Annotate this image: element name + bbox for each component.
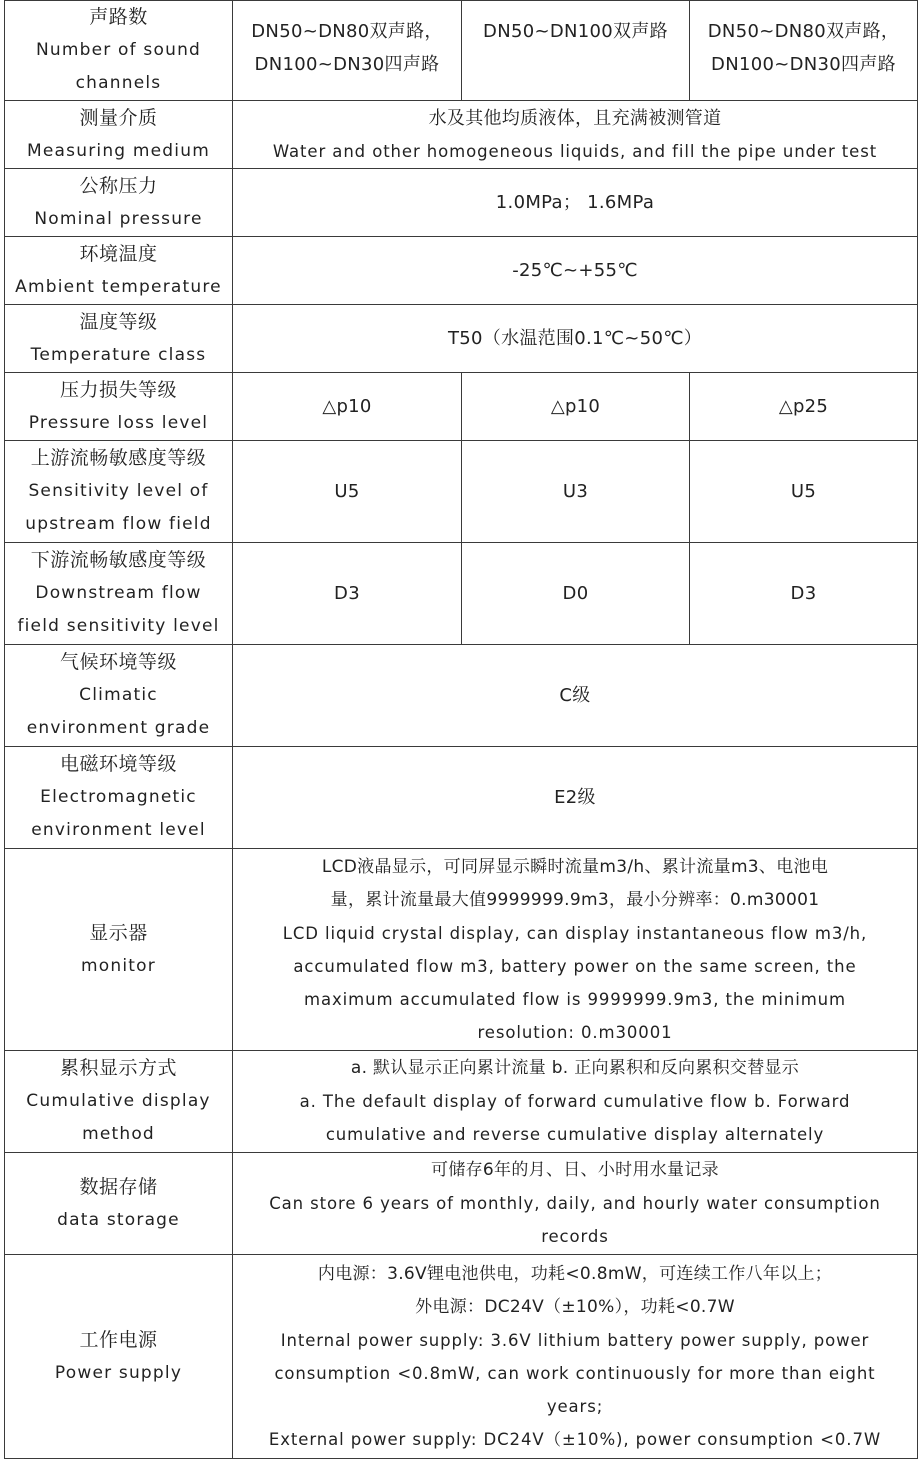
label-zh: 工作电源 xyxy=(79,1328,158,1351)
label-zh: 显示器 xyxy=(89,921,148,944)
value-cell xyxy=(233,237,918,305)
value-cell xyxy=(233,849,918,1051)
value-text: a. The default display of forward cumulative flow b. Forward xyxy=(299,1092,851,1111)
value-cell xyxy=(233,305,918,373)
value-text: LCD液晶显示，可同屏显示瞬时流量m3/h、累计流量m3、电池电 xyxy=(321,856,829,877)
label-zh: 声路数 xyxy=(89,6,148,28)
value-text: DN50~DN100双声路 xyxy=(483,21,668,42)
label-zh: 累积显示方式 xyxy=(59,1057,177,1079)
value-text: D3 xyxy=(334,583,360,604)
label-en: Measuring medium xyxy=(27,140,210,161)
value-cell xyxy=(233,747,918,849)
value-text: U5 xyxy=(790,481,817,502)
value-text: C级 xyxy=(559,685,591,706)
label-en: upstream flow field xyxy=(25,514,212,534)
value-cell xyxy=(233,373,462,441)
label-nominal-pressure xyxy=(5,169,233,237)
label-cumulative-display xyxy=(5,1051,233,1153)
label-zh: 电磁环境等级 xyxy=(59,753,177,775)
label-en: Sensitivity level of xyxy=(28,481,209,501)
value-text: consumption <0.8mW, can work continuously for more than eight xyxy=(274,1363,876,1383)
label-upstream-sensitivity xyxy=(5,441,233,543)
row-pressure-loss xyxy=(5,373,918,441)
value-cell xyxy=(233,1051,918,1153)
row-measuring-medium xyxy=(5,101,918,169)
value-cell xyxy=(233,1255,918,1459)
label-en: Ambient temperature xyxy=(15,276,222,297)
label-en: Temperature class xyxy=(30,344,207,365)
label-en: Electromagnetic xyxy=(40,787,197,807)
label-zh: 公称压力 xyxy=(79,174,158,197)
label-zh: 测量介质 xyxy=(79,106,158,129)
value-text: 内电源：3.6V锂电池供电，功耗<0.8mW，可连续工作八年以上； xyxy=(317,1263,833,1284)
label-zh: 气候环境等级 xyxy=(59,651,177,673)
value-cell xyxy=(233,543,462,645)
label-zh: 压力损失等级 xyxy=(59,378,177,401)
label-zh: 环境温度 xyxy=(79,242,158,265)
value-cell xyxy=(233,645,918,747)
label-pressure-loss xyxy=(5,373,233,441)
label-en: field sensitivity level xyxy=(17,616,220,636)
value-text: records xyxy=(541,1227,609,1246)
label-data-storage xyxy=(5,1153,233,1255)
label-power-supply xyxy=(5,1255,233,1459)
value-cell xyxy=(462,543,690,645)
value-text: DN50~DN80双声路， xyxy=(707,21,900,42)
value-text: △p25 xyxy=(778,396,829,417)
value-cell xyxy=(233,1,462,101)
value-cell xyxy=(462,373,690,441)
value-text: Internal power supply: 3.6V lithium battery power supply, power xyxy=(280,1330,870,1350)
value-text: T50（水温范围0.1℃~50℃） xyxy=(447,328,703,349)
value-text: resolution: 0.m30001 xyxy=(477,1022,673,1042)
row-upstream-sensitivity xyxy=(5,441,918,543)
value-text: maximum accumulated flow is 9999999.9m3, the minimum xyxy=(303,989,847,1009)
label-climatic-grade xyxy=(5,645,233,747)
value-text: DN100~DN30四声路 xyxy=(254,54,440,75)
value-cell xyxy=(462,1,690,101)
label-monitor xyxy=(5,849,233,1051)
value-text: DN50~DN80双声路， xyxy=(251,21,443,42)
value-text: Water and other homogeneous liquids, and fill the pipe under test xyxy=(272,141,878,161)
row-monitor xyxy=(5,849,918,1051)
value-text: a. 默认显示正向累计流量 b. 正向累积和反向累积交替显示 xyxy=(350,1058,800,1078)
label-en: environment level xyxy=(31,820,206,840)
value-text: E2级 xyxy=(554,787,596,808)
label-en: environment grade xyxy=(26,718,211,738)
row-sound-channels xyxy=(5,1,918,101)
label-en: Climatic xyxy=(79,685,158,705)
value-text: △p10 xyxy=(322,396,372,417)
row-downstream-sensitivity xyxy=(5,543,918,645)
value-text: 外电源：DC24V（±10%），功耗<0.7W xyxy=(415,1296,735,1317)
spec-table xyxy=(4,0,918,1459)
value-text: D3 xyxy=(790,583,817,604)
label-en: Power supply xyxy=(54,1362,183,1383)
value-text: 水及其他均质液体，且充满被测管道 xyxy=(428,107,722,129)
label-en: channels xyxy=(75,73,162,93)
value-text: Can store 6 years of monthly, daily, and hourly water consumption xyxy=(269,1194,881,1213)
value-text: △p10 xyxy=(550,396,601,417)
value-cell xyxy=(690,373,918,441)
value-text: U5 xyxy=(334,481,360,502)
value-text: -25℃~+55℃ xyxy=(512,260,638,281)
value-text: External power supply: DC24V（±10%), power consumption <0.7W xyxy=(268,1429,882,1449)
label-measuring-medium xyxy=(5,101,233,169)
row-cumulative-display xyxy=(5,1051,918,1153)
label-en: Downstream flow xyxy=(35,583,202,603)
value-text: LCD liquid crystal display, can display instantaneous flow m3/h, xyxy=(282,923,868,943)
row-data-storage xyxy=(5,1153,918,1255)
value-text: U3 xyxy=(562,481,589,502)
label-en: Nominal pressure xyxy=(34,208,203,229)
row-ambient-temperature xyxy=(5,237,918,305)
row-temperature-class xyxy=(5,305,918,373)
value-text: 1.0MPa； 1.6MPa xyxy=(495,192,655,213)
value-cell xyxy=(233,1153,918,1255)
value-text: accumulated flow m3, battery power on the same screen, the xyxy=(293,956,857,976)
label-en: method xyxy=(82,1124,155,1144)
label-en: Pressure loss level xyxy=(28,412,209,433)
value-cell xyxy=(690,543,918,645)
label-zh: 上游流畅敏感度等级 xyxy=(30,447,207,469)
label-en: data storage xyxy=(57,1209,180,1230)
value-cell xyxy=(690,441,918,543)
label-sound-channels xyxy=(5,1,233,101)
value-text: years; xyxy=(546,1396,604,1416)
label-en: Cumulative display xyxy=(26,1091,211,1111)
label-zh: 下游流畅敏感度等级 xyxy=(30,549,207,571)
value-cell xyxy=(690,1,918,101)
row-climatic-grade xyxy=(5,645,918,747)
label-ambient-temperature xyxy=(5,237,233,305)
label-en: monitor xyxy=(81,955,156,976)
row-power-supply xyxy=(5,1255,918,1459)
value-text: 可储存6年的月、日、小时用水量记录 xyxy=(431,1160,719,1180)
label-electromagnetic-level xyxy=(5,747,233,849)
label-downstream-sensitivity xyxy=(5,543,233,645)
row-electromagnetic-level xyxy=(5,747,918,849)
value-text: cumulative and reverse cumulative display alternately xyxy=(325,1125,825,1144)
value-cell xyxy=(462,441,690,543)
value-cell xyxy=(233,101,918,169)
value-cell xyxy=(233,441,462,543)
value-cell xyxy=(233,169,918,237)
value-text: D0 xyxy=(562,583,589,604)
value-text: 量，累计流量最大值9999999.9m3，最小分辨率：0.m30001 xyxy=(330,889,820,910)
label-zh: 数据存储 xyxy=(79,1175,158,1198)
label-en: Number of sound xyxy=(35,40,202,60)
label-zh: 温度等级 xyxy=(79,310,158,333)
value-text: DN100~DN30四声路 xyxy=(711,54,896,75)
label-temperature-class xyxy=(5,305,233,373)
row-nominal-pressure xyxy=(5,169,918,237)
